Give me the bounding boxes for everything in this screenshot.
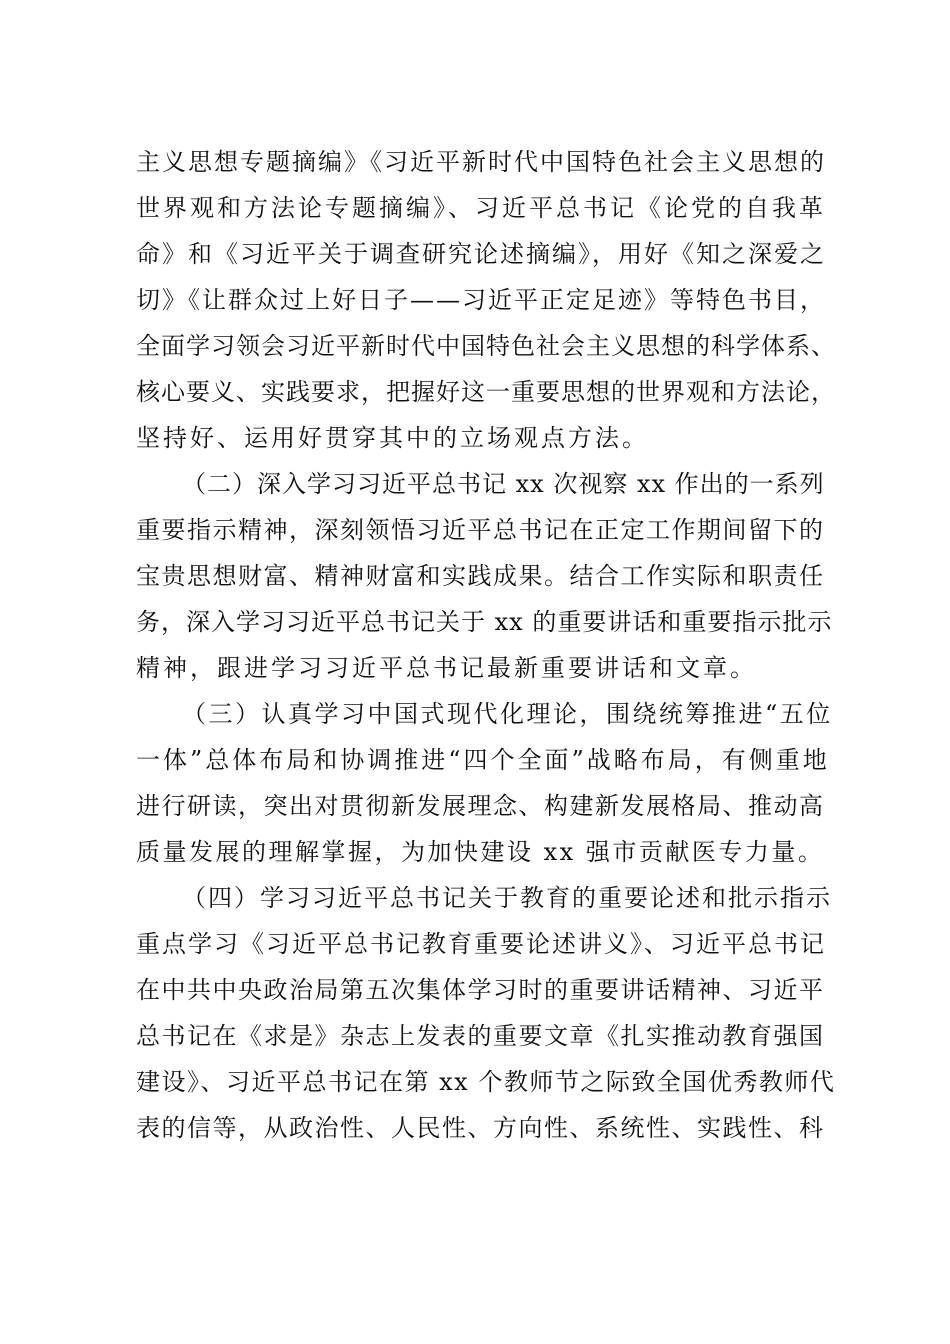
text-line: 质量发展的理解掌握，为加快建设 xx 强市贡献医专力量。 [136, 838, 825, 866]
text-line: 在中共中央政治局第五次集体学习时的重要讲话精神、习近平 [136, 976, 825, 1004]
text-line: 重点学习《习近平总书记教育重要论述讲义》、习近平总书记 [136, 930, 826, 958]
text-line: 一体”总体布局和协调推进“四个全面”战略布局，有侧重地 [136, 746, 830, 774]
text-line: 核心要义、实践要求，把握好这一重要思想的世界观和方法论， [136, 378, 836, 406]
section-heading-3: （三）认真学习中国式现代化理论，围绕统筹推进“五位 [182, 700, 833, 728]
text-line: 总书记在《求是》杂志上发表的重要文章《扎实推动教育强国 [136, 1022, 825, 1050]
text-line: 世界观和方法论专题摘编》、习近平总书记《论党的自我革 [136, 194, 826, 222]
section-heading-4: （四）学习习近平总书记关于教育的重要论述和批示指示 [182, 884, 832, 912]
section-heading-2: （二）深入学习习近平总书记 xx 次视察 xx 作出的一系列 [182, 470, 825, 498]
text-line: 表的信等，从政治性、人民性、方向性、系统性、实践性、科 [136, 1114, 825, 1142]
text-line: 务，深入学习习近平总书记关于 xx 的重要讲话和重要指示批示 [136, 608, 833, 636]
text-line: 建设》、习近平总书记在第 xx 个教师节之际致全国优秀教师代 [136, 1068, 836, 1096]
text-line: 命》和《习近平关于调查研究论述摘编》，用好《知之深爱之 [136, 240, 826, 268]
text-line: 进行研读，突出对贯彻新发展理念、构建新发展格局、推动高 [136, 792, 825, 820]
text-line: 宝贵思想财富、精神财富和实践成果。结合工作实际和职责任 [136, 562, 825, 590]
text-line: 切》《让群众过上好日子——习近平正定足迹》等特色书目， [136, 286, 826, 314]
text-line: 精神，跟进学习习近平总书记最新重要讲话和文章。 [136, 654, 757, 682]
text-line: 全面学习领会习近平新时代中国特色社会主义思想的科学体系、 [136, 332, 836, 360]
text-line: 主义思想专题摘编》《习近平新时代中国特色社会主义思想的 [136, 148, 826, 176]
text-line: 坚持好、运用好贯穿其中的立场观点方法。 [136, 424, 649, 452]
text-line: 重要指示精神，深刻领悟习近平总书记在正定工作期间留下的 [136, 516, 825, 544]
